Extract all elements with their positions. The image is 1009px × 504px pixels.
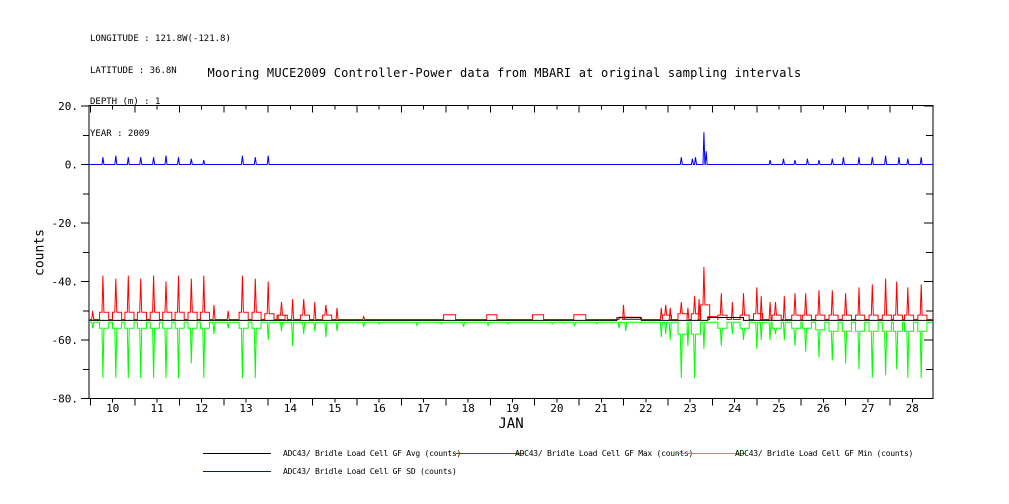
series-path-sd (89, 132, 933, 164)
x-tick-label: 15 (328, 402, 342, 415)
tick-labels (52, 100, 919, 415)
x-tick-label: 24 (727, 402, 742, 415)
y-tick-label: -80. (51, 392, 78, 406)
x-tick-label: 27 (861, 402, 875, 415)
plot-frame (89, 106, 933, 399)
x-tick-label: 11 (150, 402, 164, 415)
x-tick-label: 22 (639, 402, 653, 415)
legend-label-avg: ADC43/ Bridle Load Cell GF Avg (counts) (283, 449, 462, 458)
x-tick-label: 17 (417, 402, 431, 415)
depth-label: DEPTH (m) : 1 (90, 97, 161, 107)
legend-swatch-avg (203, 453, 271, 454)
legend-label-min: ADC43/ Bridle Load Cell GF Min (counts) (735, 449, 914, 458)
year-label: YEAR : 2009 (90, 128, 150, 139)
y-tick-label: 20. (58, 100, 78, 113)
x-tick-label: 12 (194, 402, 209, 415)
chart-title: Mooring MUCE2009 Controller-Power data from MBARI at original sampling intervals (207, 66, 802, 80)
latitude-label: LATITUDE : 36.8N (90, 65, 177, 76)
legend-label-sd: ADC43/ Bridle Load Cell GF SD (counts) (283, 467, 457, 476)
x-tick-label: 23 (683, 402, 697, 415)
y-tick-label: 0. (64, 158, 78, 172)
x-tick-label: 25 (772, 402, 786, 415)
x-tick-label: 21 (594, 402, 608, 415)
x-tick-label: 10 (106, 402, 120, 415)
x-tick-label: 20 (550, 402, 564, 415)
x-axis-title: JAN (498, 416, 524, 432)
series-path-avg (89, 318, 933, 321)
legend-swatch-max (456, 453, 524, 454)
y-tick-label: -60. (51, 334, 78, 347)
series-path-min (89, 322, 933, 378)
x-tick-label: 26 (816, 402, 831, 415)
x-tick-label: 13 (239, 402, 253, 415)
x-tick-label: 19 (505, 402, 520, 415)
y-tick-label: -20. (51, 217, 78, 230)
x-tick-label: 28 (905, 402, 919, 415)
x-tick-label: 14 (283, 402, 298, 415)
legend-swatch-sd (203, 471, 271, 472)
axis-ticks (81, 106, 933, 406)
y-axis-title: counts (32, 229, 48, 276)
series-path-max (89, 267, 933, 320)
longitude-label: LONGITUDE : 121.8W(-121.8) (90, 34, 231, 44)
x-tick-label: 16 (372, 402, 386, 415)
y-tick-label: -40. (51, 275, 78, 289)
x-tick-label: 18 (461, 402, 475, 415)
legend-label-max: ADC43/ Bridle Load Cell GF Max (counts) (515, 449, 694, 458)
